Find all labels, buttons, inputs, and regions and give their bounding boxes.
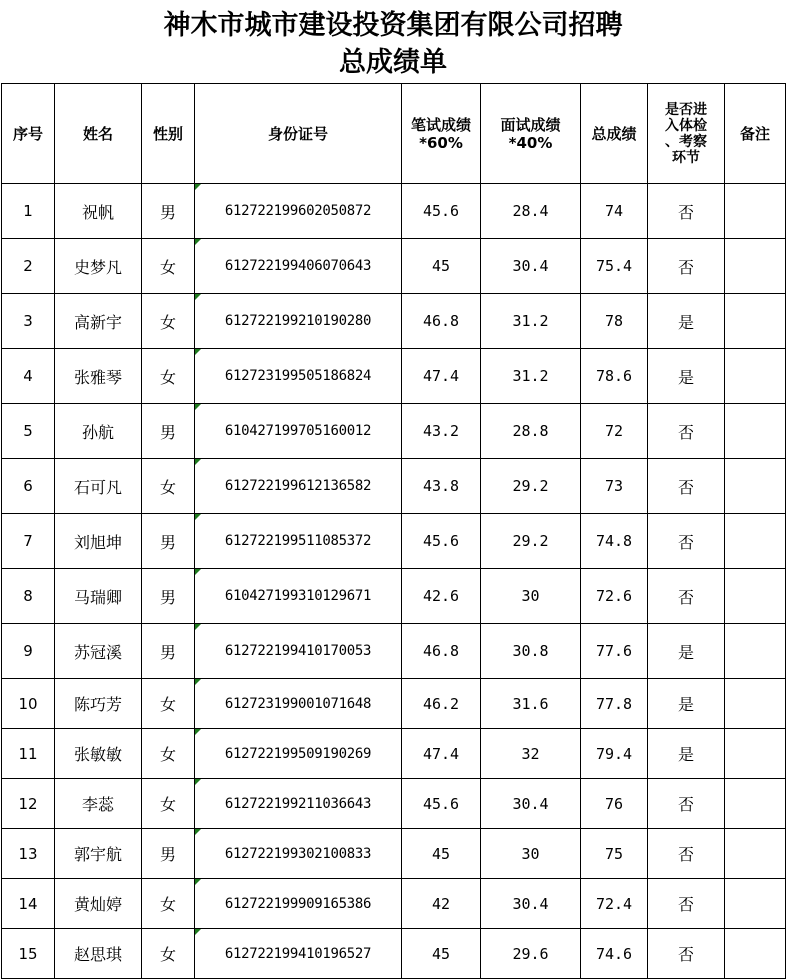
cell-total: 76 (581, 779, 648, 829)
cell-written: 45.6 (402, 779, 481, 829)
table-row (2, 879, 786, 929)
cell-remark (725, 349, 786, 404)
cell-interview: 30 (481, 569, 581, 624)
cell-name: 陈巧芳 (55, 679, 142, 729)
table-row (2, 624, 786, 679)
table-row (2, 569, 786, 624)
cell-gender: 男 (142, 569, 195, 624)
cell-name: 孙航 (55, 404, 142, 459)
cell-seq: 7 (2, 514, 55, 569)
table-row (2, 929, 786, 979)
cell-written: 45 (402, 929, 481, 979)
title-line-1: 神木市城市建设投资集团有限公司招聘 (163, 10, 623, 41)
cell-gender: 男 (142, 184, 195, 239)
cell-id: 612723199001071648 (195, 679, 402, 729)
cell-name: 赵思琪 (55, 929, 142, 979)
cell-total: 72.4 (581, 879, 648, 929)
cell-name: 祝帆 (55, 184, 142, 239)
cell-total: 75.4 (581, 239, 648, 294)
cell-remark (725, 779, 786, 829)
cell-advance: 是 (648, 679, 725, 729)
table-row (2, 184, 786, 239)
cell-name: 张敏敏 (55, 729, 142, 779)
cell-id: 612722199602050872 (195, 184, 402, 239)
cell-total: 74 (581, 184, 648, 239)
cell-written: 47.4 (402, 729, 481, 779)
cell-interview: 30.4 (481, 779, 581, 829)
cell-remark (725, 624, 786, 679)
cell-written: 47.4 (402, 349, 481, 404)
cell-seq: 3 (2, 294, 55, 349)
cell-name: 石可凡 (55, 459, 142, 514)
header-id: 身份证号 (195, 84, 402, 184)
table-row (2, 239, 786, 294)
cell-seq: 9 (2, 624, 55, 679)
table-row (2, 404, 786, 459)
cell-written: 46.2 (402, 679, 481, 729)
header-gender: 性别 (142, 84, 195, 184)
cell-total: 72 (581, 404, 648, 459)
cell-id: 610427199310129671 (195, 569, 402, 624)
cell-advance: 否 (648, 514, 725, 569)
table-row (2, 514, 786, 569)
cell-total: 78 (581, 294, 648, 349)
table-row (2, 459, 786, 514)
cell-written: 43.2 (402, 404, 481, 459)
table-row (2, 349, 786, 404)
cell-id: 612722199509190269 (195, 729, 402, 779)
cell-advance: 否 (648, 184, 725, 239)
cell-id: 612722199410196527 (195, 929, 402, 979)
cell-advance: 否 (648, 879, 725, 929)
cell-total: 75 (581, 829, 648, 879)
score-table (1, 83, 786, 979)
cell-total: 78.6 (581, 349, 648, 404)
cell-advance: 否 (648, 569, 725, 624)
cell-interview: 30 (481, 829, 581, 879)
cell-id: 612722199909165386 (195, 879, 402, 929)
cell-name: 郭宇航 (55, 829, 142, 879)
cell-interview: 30.4 (481, 239, 581, 294)
cell-remark (725, 514, 786, 569)
cell-interview: 28.4 (481, 184, 581, 239)
cell-written: 45.6 (402, 514, 481, 569)
cell-gender: 女 (142, 879, 195, 929)
cell-gender: 女 (142, 239, 195, 294)
cell-gender: 女 (142, 294, 195, 349)
header-remark: 备注 (725, 84, 786, 184)
cell-total: 79.4 (581, 729, 648, 779)
cell-id: 612722199612136582 (195, 459, 402, 514)
cell-id: 612722199211036643 (195, 779, 402, 829)
cell-interview: 31.2 (481, 349, 581, 404)
cell-written: 46.8 (402, 624, 481, 679)
cell-interview: 29.2 (481, 514, 581, 569)
table-row (2, 729, 786, 779)
header-interview: 面试成绩 *40% (481, 84, 581, 184)
cell-gender: 女 (142, 459, 195, 514)
cell-interview: 31.2 (481, 294, 581, 349)
cell-interview: 32 (481, 729, 581, 779)
cell-interview: 30.8 (481, 624, 581, 679)
cell-advance: 否 (648, 779, 725, 829)
header-seq: 序号 (2, 84, 55, 184)
cell-id: 612722199302100833 (195, 829, 402, 879)
cell-id: 612722199410170053 (195, 624, 402, 679)
cell-gender: 男 (142, 624, 195, 679)
cell-remark (725, 239, 786, 294)
cell-interview: 30.4 (481, 879, 581, 929)
cell-interview: 29.6 (481, 929, 581, 979)
cell-seq: 10 (2, 679, 55, 729)
cell-gender: 女 (142, 929, 195, 979)
cell-name: 马瑞卿 (55, 569, 142, 624)
cell-id: 612722199406070643 (195, 239, 402, 294)
cell-advance: 是 (648, 729, 725, 779)
cell-seq: 12 (2, 779, 55, 829)
header-name: 姓名 (55, 84, 142, 184)
cell-written: 42.6 (402, 569, 481, 624)
table-header-row (2, 84, 786, 184)
cell-written: 43.8 (402, 459, 481, 514)
cell-total: 77.8 (581, 679, 648, 729)
cell-id: 612722199210190280 (195, 294, 402, 349)
cell-remark (725, 569, 786, 624)
cell-name: 刘旭坤 (55, 514, 142, 569)
cell-written: 45 (402, 239, 481, 294)
cell-advance: 是 (648, 294, 725, 349)
cell-gender: 男 (142, 514, 195, 569)
title-line-2: 总成绩单 (339, 47, 447, 78)
cell-remark (725, 829, 786, 879)
cell-remark (725, 404, 786, 459)
cell-remark (725, 294, 786, 349)
cell-gender: 男 (142, 404, 195, 459)
cell-id: 610427199705160012 (195, 404, 402, 459)
cell-remark (725, 679, 786, 729)
cell-interview: 28.8 (481, 404, 581, 459)
cell-total: 73 (581, 459, 648, 514)
cell-seq: 8 (2, 569, 55, 624)
cell-remark (725, 879, 786, 929)
cell-advance: 否 (648, 459, 725, 514)
cell-remark (725, 729, 786, 779)
table-row (2, 679, 786, 729)
cell-written: 42 (402, 879, 481, 929)
cell-written: 46.8 (402, 294, 481, 349)
cell-seq: 4 (2, 349, 55, 404)
cell-name: 黄灿婷 (55, 879, 142, 929)
cell-interview: 29.2 (481, 459, 581, 514)
cell-id: 612722199511085372 (195, 514, 402, 569)
cell-remark (725, 459, 786, 514)
header-advance: 是否进 入体检 、考察 环节 (648, 84, 725, 184)
cell-written: 45.6 (402, 184, 481, 239)
cell-name: 苏冠溪 (55, 624, 142, 679)
cell-total: 72.6 (581, 569, 648, 624)
cell-name: 张雅琴 (55, 349, 142, 404)
cell-total: 74.6 (581, 929, 648, 979)
cell-seq: 6 (2, 459, 55, 514)
cell-gender: 女 (142, 349, 195, 404)
header-written: 笔试成绩 *60% (402, 84, 481, 184)
cell-remark (725, 184, 786, 239)
table-body (2, 184, 786, 979)
cell-seq: 13 (2, 829, 55, 879)
cell-name: 史梦凡 (55, 239, 142, 294)
cell-total: 74.8 (581, 514, 648, 569)
table-row (2, 294, 786, 349)
cell-seq: 2 (2, 239, 55, 294)
cell-advance: 是 (648, 624, 725, 679)
table-row (2, 779, 786, 829)
cell-seq: 1 (2, 184, 55, 239)
cell-remark (725, 929, 786, 979)
cell-advance: 否 (648, 239, 725, 294)
cell-seq: 15 (2, 929, 55, 979)
cell-seq: 5 (2, 404, 55, 459)
cell-advance: 否 (648, 404, 725, 459)
cell-written: 45 (402, 829, 481, 879)
cell-total: 77.6 (581, 624, 648, 679)
cell-gender: 女 (142, 729, 195, 779)
cell-id: 612723199505186824 (195, 349, 402, 404)
cell-interview: 31.6 (481, 679, 581, 729)
cell-gender: 女 (142, 679, 195, 729)
cell-seq: 11 (2, 729, 55, 779)
cell-advance: 否 (648, 829, 725, 879)
cell-advance: 否 (648, 929, 725, 979)
header-total: 总成绩 (581, 84, 648, 184)
cell-advance: 是 (648, 349, 725, 404)
cell-gender: 女 (142, 779, 195, 829)
cell-gender: 男 (142, 829, 195, 879)
cell-name: 李蕊 (55, 779, 142, 829)
cell-seq: 14 (2, 879, 55, 929)
table-row (2, 829, 786, 879)
cell-name: 高新宇 (55, 294, 142, 349)
